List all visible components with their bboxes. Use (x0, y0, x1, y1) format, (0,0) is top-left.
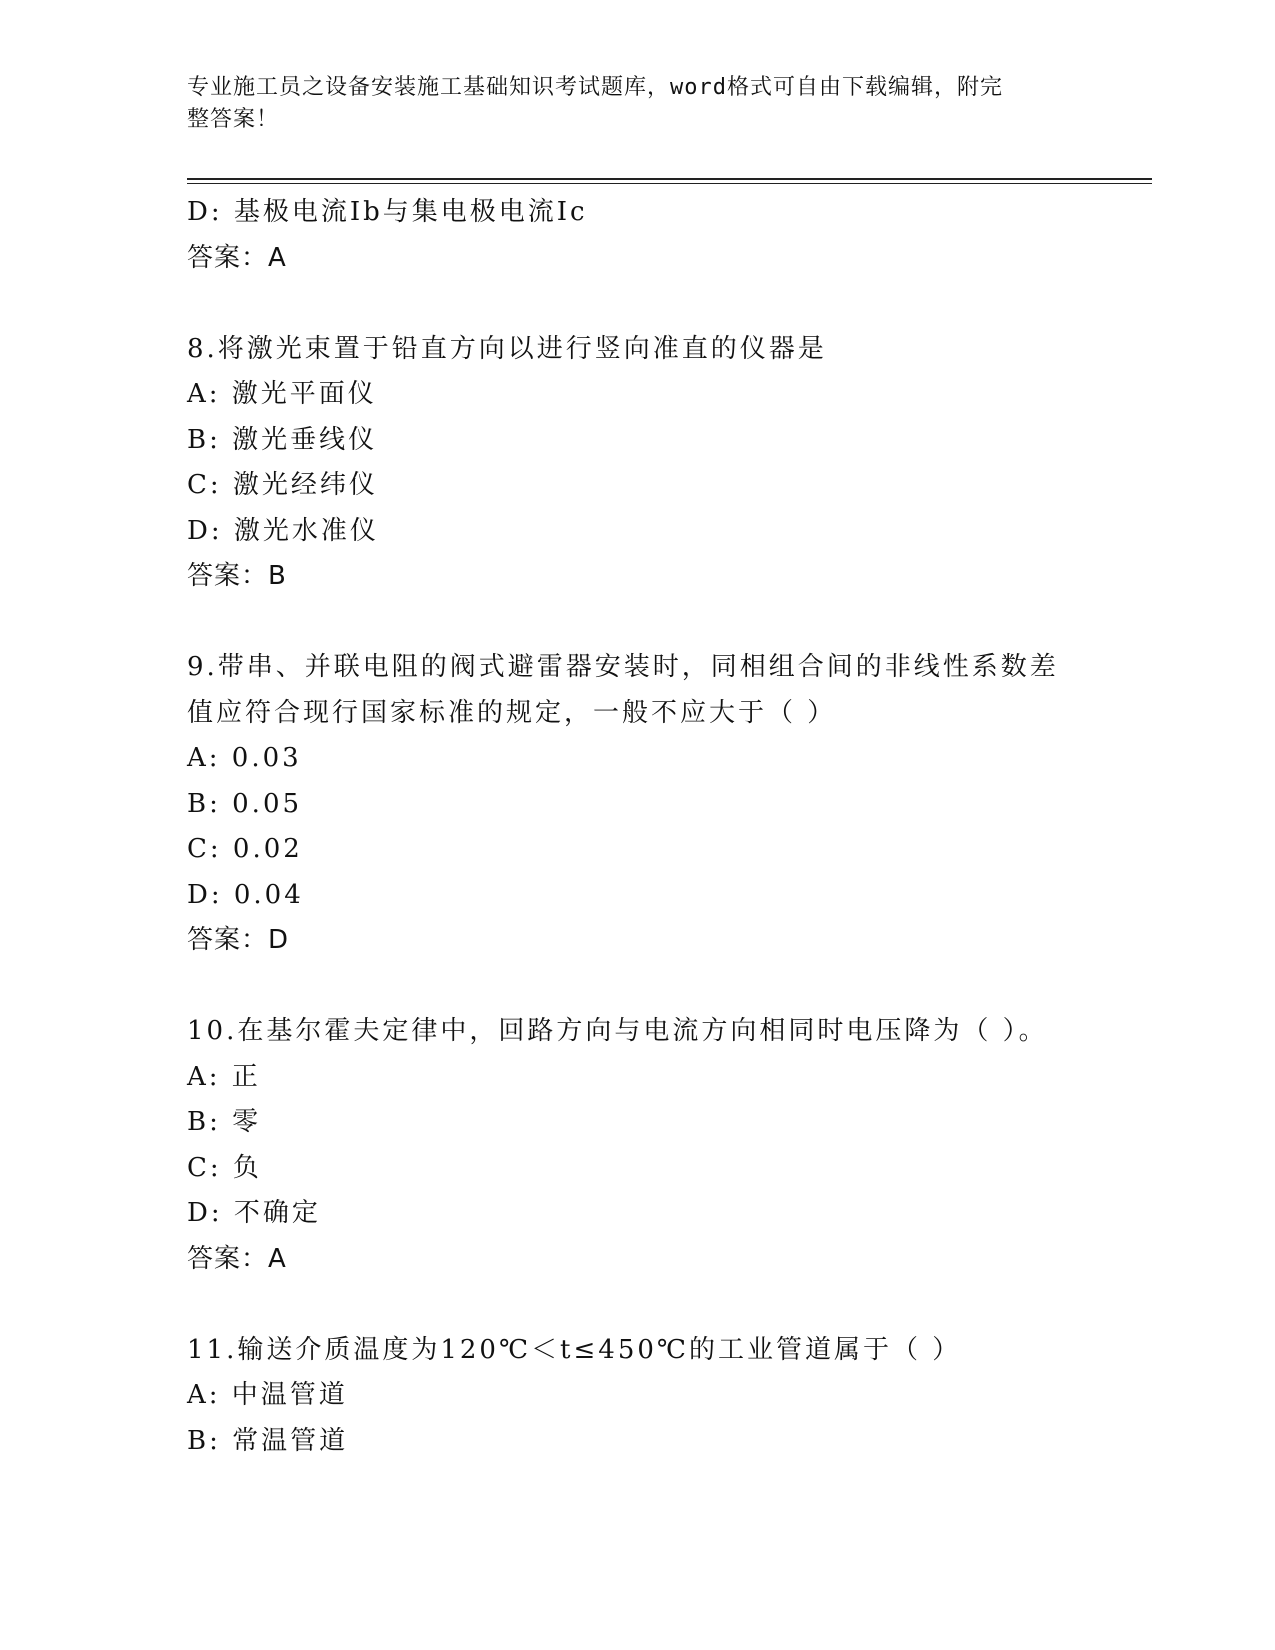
document-body (187, 190, 1147, 1464)
spacer (187, 281, 1147, 327)
question-10 (187, 1009, 1147, 1282)
spacer (187, 600, 1147, 646)
answer-line: 答案：A (187, 242, 287, 273)
option-a: A: 激光平面仪 (187, 379, 377, 409)
spacer (187, 1282, 1147, 1328)
option-d: D: 0.04 (187, 879, 304, 910)
answer-line: 答案：B (187, 561, 287, 591)
option-b: B: 0.05 (187, 788, 303, 819)
option-b: B: 激光垂线仪 (187, 424, 378, 455)
question-stem: 9.带串、并联电阻的阀式避雷器安装时，同相组合间的非线性系数差 (187, 652, 1059, 682)
question-9 (187, 645, 1147, 964)
question-8 (187, 327, 1147, 600)
option-a: A: 正 (187, 1061, 261, 1092)
question-stem: 11.输送介质温度为120℃＜t≤450℃的工业管道属于（ ） (187, 1334, 962, 1365)
option-c: C: 负 (187, 1152, 262, 1183)
spacer (187, 964, 1147, 1010)
header-line-2: 整答案！ (187, 107, 280, 132)
question-stem: 8.将激光束置于铅直方向以进行竖向准直的仪器是 (187, 333, 827, 364)
option-d: D: 不确定 (187, 1198, 321, 1228)
question-stem-continued: 值应符合现行国家标准的规定，一般不应大于（ ） (187, 697, 837, 728)
answer-line: 答案：A (187, 1243, 287, 1274)
option-d: D: 激光水准仪 (187, 515, 379, 546)
header-divider-thin (187, 183, 1152, 184)
option-a: A: 0.03 (187, 743, 302, 773)
header-line-1: 专业施工员之设备安装施工基础知识考试题库，word格式可自由下载编辑，附完 (187, 75, 1003, 100)
option-b: B: 常温管道 (187, 1425, 349, 1456)
answer-line: 答案：D (187, 925, 290, 955)
option-c: C: 激光经纬仪 (187, 470, 378, 500)
question-11 (187, 1328, 1147, 1465)
question-stem: 10.在基尔霍夫定律中，回路方向与电流方向相同时电压降为（ ）。 (187, 1016, 1048, 1046)
document-header (187, 72, 1067, 136)
option-d: D: 基极电流Ib与集电极电流Ic (187, 197, 588, 227)
option-c: C: 0.02 (187, 834, 303, 864)
option-b: B: 零 (187, 1107, 262, 1137)
option-a: A: 中温管道 (187, 1380, 348, 1410)
header-divider-thick (187, 178, 1152, 180)
